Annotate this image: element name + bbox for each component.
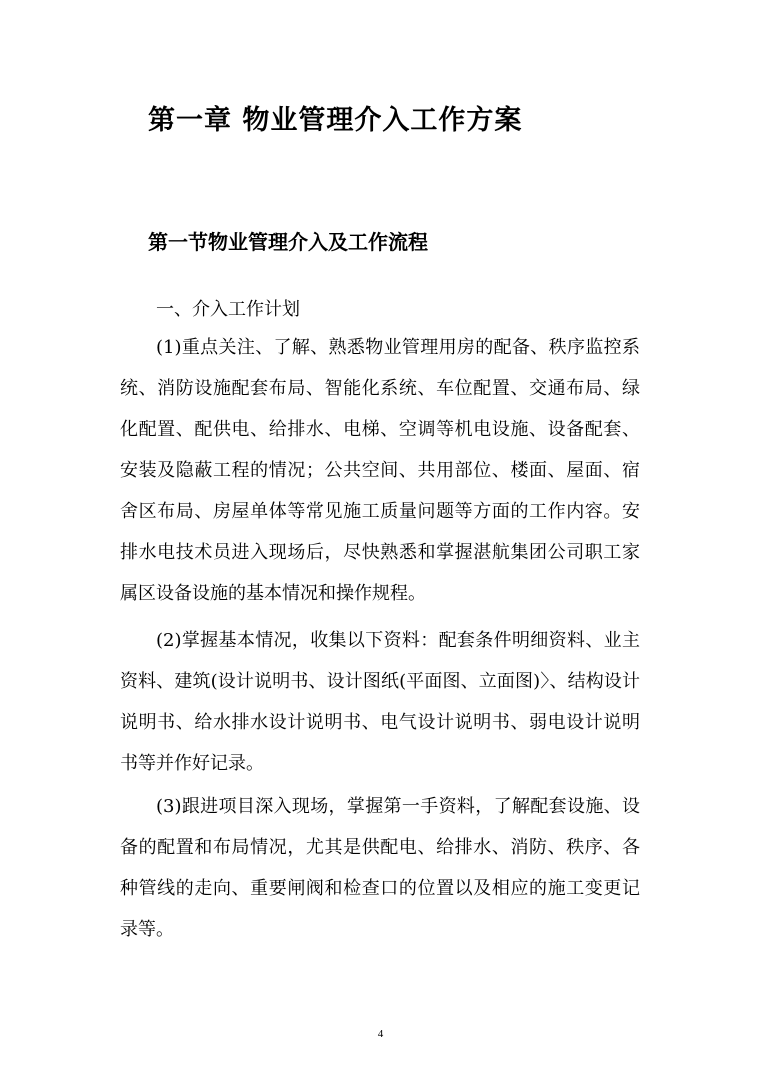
- paragraph-1: (1)重点关注、了解、熟悉物业管理用房的配备、秩序监控系统、消防设施配套布局、智能化系统、车位配置、交通布局、绿化配置、配供电、给排水、电梯、空调等机电设施、设备配套、安装及隐蔽工程的情况；公共空间、共用部位、楼面、屋面、宿舍区布局、房屋单体等常见施工质量问题等方面的工作内容。安排水电技术员进入现场后，尽快熟悉和掌握湛航集团公司职工家属区设备设施的基本情况和操作规程。: [120, 337, 640, 604]
- subheading: 一、介入工作计划: [156, 299, 300, 320]
- chapter-title: 第一章 物业管理介入工作方案: [148, 105, 523, 136]
- section-title: 第一节物业管理介入及工作流程: [148, 230, 428, 254]
- paragraph-3: (3)跟进项目深入现场，掌握第一手资料，了解配套设施、设备的配置和布局情况，尤其是供配电、给排水、消防、秩序、各种管线的走向、重要闸阀和检查口的位置以及相应的施工变更记录等。: [120, 796, 640, 940]
- page-number: 4: [377, 1028, 384, 1040]
- paragraph-2: (2)掌握基本情况，收集以下资料：配套条件明细资料、业主资料、建筑(设计说明书、设计图纸(平面图、立面图)〉、结构设计说明书、给水排水设计说明书、电气设计说明书、弱电设计说明书等并作好记录。: [120, 630, 640, 774]
